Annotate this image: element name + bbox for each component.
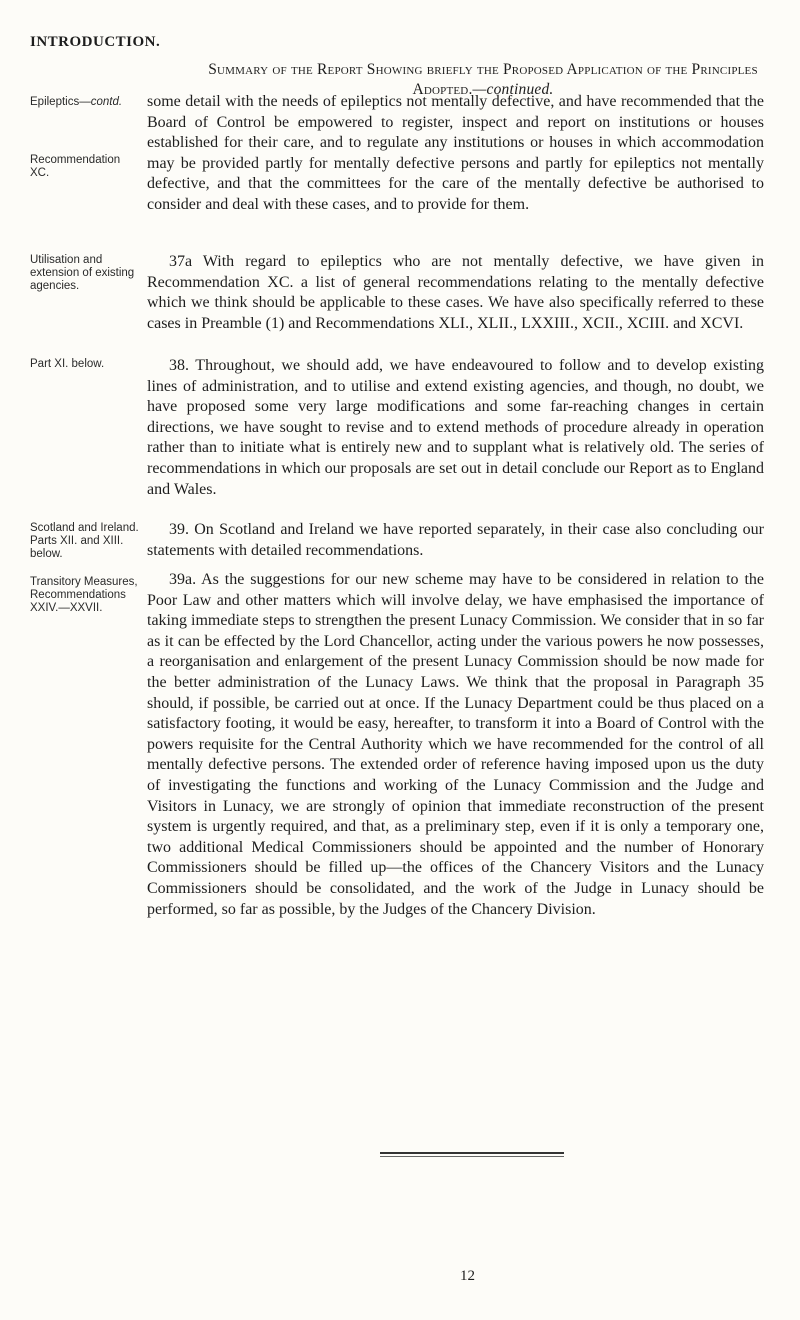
margin-note-epileptics <box>30 96 142 109</box>
paragraph-epileptics: some detail with the needs of epileptics not mentally defective, and have recommended that the Board of Control be empowered to register, inspect and report on institutions or houses established for their care, and to regulate any institutions or houses in which accommodation may be provided partly for mentally defective persons and partly for epileptics not mentally defective, and that the committees for the care of the mentally defective be authorised to consider and deal with these cases, and to provide for them. <box>147 93 764 213</box>
margin-note-utilisation: Utilisation and extension of existing agencies. <box>30 254 135 292</box>
paragraph-38: 38. Throughout, we should add, we have endeavoured to follow and to develop existing lines of administration, and to utilise and extend existing agencies, and though, no doubt, we have proposed some very large modifications and some far-reaching changes in certain directions, we have sought to revise and to extend methods of procedure already in operation rather than to initiate what is entirely new and to supplant what is relatively old. The series of recommendations in which our proposals are set out in detail conclude our Report as to England and Wales. <box>147 357 764 498</box>
paragraph-37a: 37a With regard to epileptics who are not mentally defective, we have given in Recommendation XC. a list of general recommendations relating to the mentally defective which we think should be applicable to these cases. We have also specifically referred to these cases in Preamble (1) and Recommendations XLI., XLII., LXXIII., XCII., XCIII. and XCVI. <box>147 253 764 332</box>
margin-note-transitory: Transitory Measures, Recommendations XXIV.—XXVII. <box>30 576 138 614</box>
page-number: 12 <box>460 1268 475 1284</box>
heading-continued: —continued. <box>472 81 554 98</box>
margin-note-epileptics-label: Epileptics— <box>30 96 91 108</box>
closing-rule <box>380 1152 564 1154</box>
margin-note-recommendation-xc: Recommendation XC. <box>30 154 121 179</box>
margin-note-epileptics-contd: contd. <box>90 96 123 108</box>
closing-rule-thin <box>380 1156 564 1157</box>
paragraph-39: 39. On Scotland and Ireland we have reported separately, in their case also concluding our statements with detailed recommendations. <box>147 521 764 559</box>
heading-main: Summary of the Report Showing briefly the Proposed Application of the Principles Adopted. <box>208 61 758 98</box>
margin-note-scotland: Scotland and Ireland. Parts XII. and XIII. below. <box>30 522 139 560</box>
running-head: INTRODUCTION. <box>30 34 161 50</box>
margin-note-part-xi: Part XI. below. <box>30 358 105 370</box>
paragraph-39a: 39a. As the suggestions for our new scheme may have to be considered in relation to the Poor Law and other matters which will involve delay, we have emphasised the importance of taking immediate steps to strengthen the present Lunacy Commission. We consider that in so far as it can be effected by the Lord Chancellor, acting under the various powers he now possesses, a reorganisation and enlargement of the present Lunacy Commission should be now made for the better administration of the Lunacy Laws. We think that the proposal in Paragraph 35 should, if possible, be carried out at once. If the Lunacy Department could be thus placed on a satisfactory footing, it would be easy, hereafter, to transform it into a Board of Control with the powers requisite for the Central Authority which we have recommended for the control of all mentally defective persons. The extended order of reference having imposed upon us the duty of investigating the functions and working of the Lunacy Commission and the Judge and Visitors in Lunacy, we are strongly of opinion that immediate reconstruction of the present system is urgently required, and that, as a preliminary step, even if it is only a temporary one, two additional Medical Commissioners should be appointed and the number of Honorary Commissioners should be filled up—the offices of the Chancery Visitors and the Lunacy Commissioners should be consolidated, and the work of the Judge in Lunacy should be performed, so far as possible, by the Judges of the Chancery Division. <box>147 571 764 918</box>
